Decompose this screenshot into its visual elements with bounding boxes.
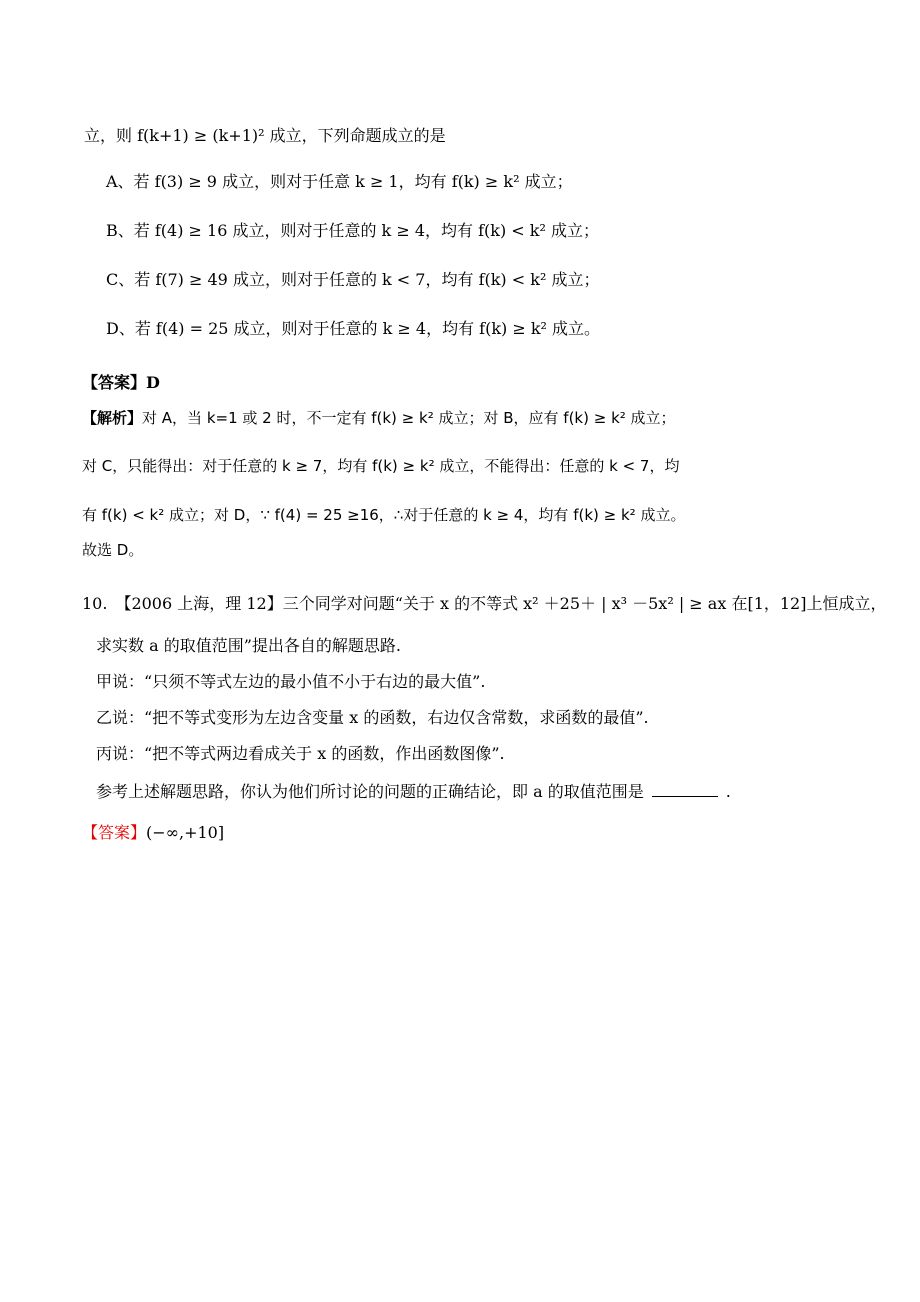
- question-10-prompt: 参考上述解题思路，你认为他们所讨论的问题的正确结论，即 a 的取值范围是: [96, 782, 644, 801]
- analysis-text: 对 A，当 k=1 或 2 时，不一定有 f(k) ≥ k² 成立；对 B，应有 f(k) ≥ k² 成立；: [142, 409, 676, 427]
- option-c: C、若 f(7) ≥ 49 成立，则对于任意的 k < 7，均有 f(k) < k² 成立；: [106, 270, 600, 289]
- analysis-line-1: [82, 408, 676, 428]
- text-line: 立，则 f(k+1) ≥ (k+1)² 成立，下列命题成立的是: [84, 126, 446, 145]
- question-10-line-2: 求实数 a 的取值范围”提出各自的解题思路.: [96, 636, 401, 655]
- question-10-line-5: 丙说：“把不等式两边看成关于 x 的函数，作出函数图像”.: [96, 744, 505, 763]
- answer-value: D: [146, 373, 160, 392]
- question-10-line-4: 乙说：“把不等式变形为左边含变量 x 的函数，右边仅含常数，求函数的最值”.: [96, 708, 649, 727]
- analysis-line-2: 对 C，只能得出：对于任意的 k ≥ 7，均有 f(k) ≥ k² 成立，不能得出：任意的 k < 7，均: [82, 457, 680, 475]
- question-10-line-1: 10. 【2006 上海，理 12】三个同学对问题“关于 x 的不等式 x² ＋25＋ | x³ －5x² | ≥ ax 在[1，12]上恒成立，: [82, 594, 887, 613]
- answer-row-2: [82, 823, 224, 843]
- question-10-line-3: 甲说：“只须不等式左边的最小值不小于右边的最大值”.: [96, 672, 486, 691]
- question-10-line-6: [96, 782, 731, 802]
- option-b: B、若 f(4) ≥ 16 成立，则对于任意的 k ≥ 4，均有 f(k) < k² 成立；: [106, 221, 599, 240]
- option-a: A、若 f(3) ≥ 9 成立，则对于任意 k ≥ 1，均有 f(k) ≥ k² 成立；: [106, 172, 573, 191]
- question-10-period: .: [725, 782, 731, 801]
- answer-row: [82, 373, 160, 393]
- analysis-label: 【解析】: [82, 409, 143, 427]
- answer-value-2: (−∞,+10]: [146, 823, 225, 842]
- answer-blank: [652, 795, 718, 797]
- analysis-line-3: 有 f(k) < k² 成立；对 D，∵ f(4) = 25 ≥16，∴对于任意的 k ≥ 4，均有 f(k) ≥ k² 成立。: [82, 506, 686, 524]
- answer-label: 【答案】: [82, 373, 147, 392]
- analysis-line-4: 故选 D。: [82, 541, 144, 559]
- answer-label-2: 【答案】: [82, 823, 147, 842]
- option-d: D、若 f(4) = 25 成立，则对于任意的 k ≥ 4，均有 f(k) ≥ k² 成立。: [106, 319, 601, 338]
